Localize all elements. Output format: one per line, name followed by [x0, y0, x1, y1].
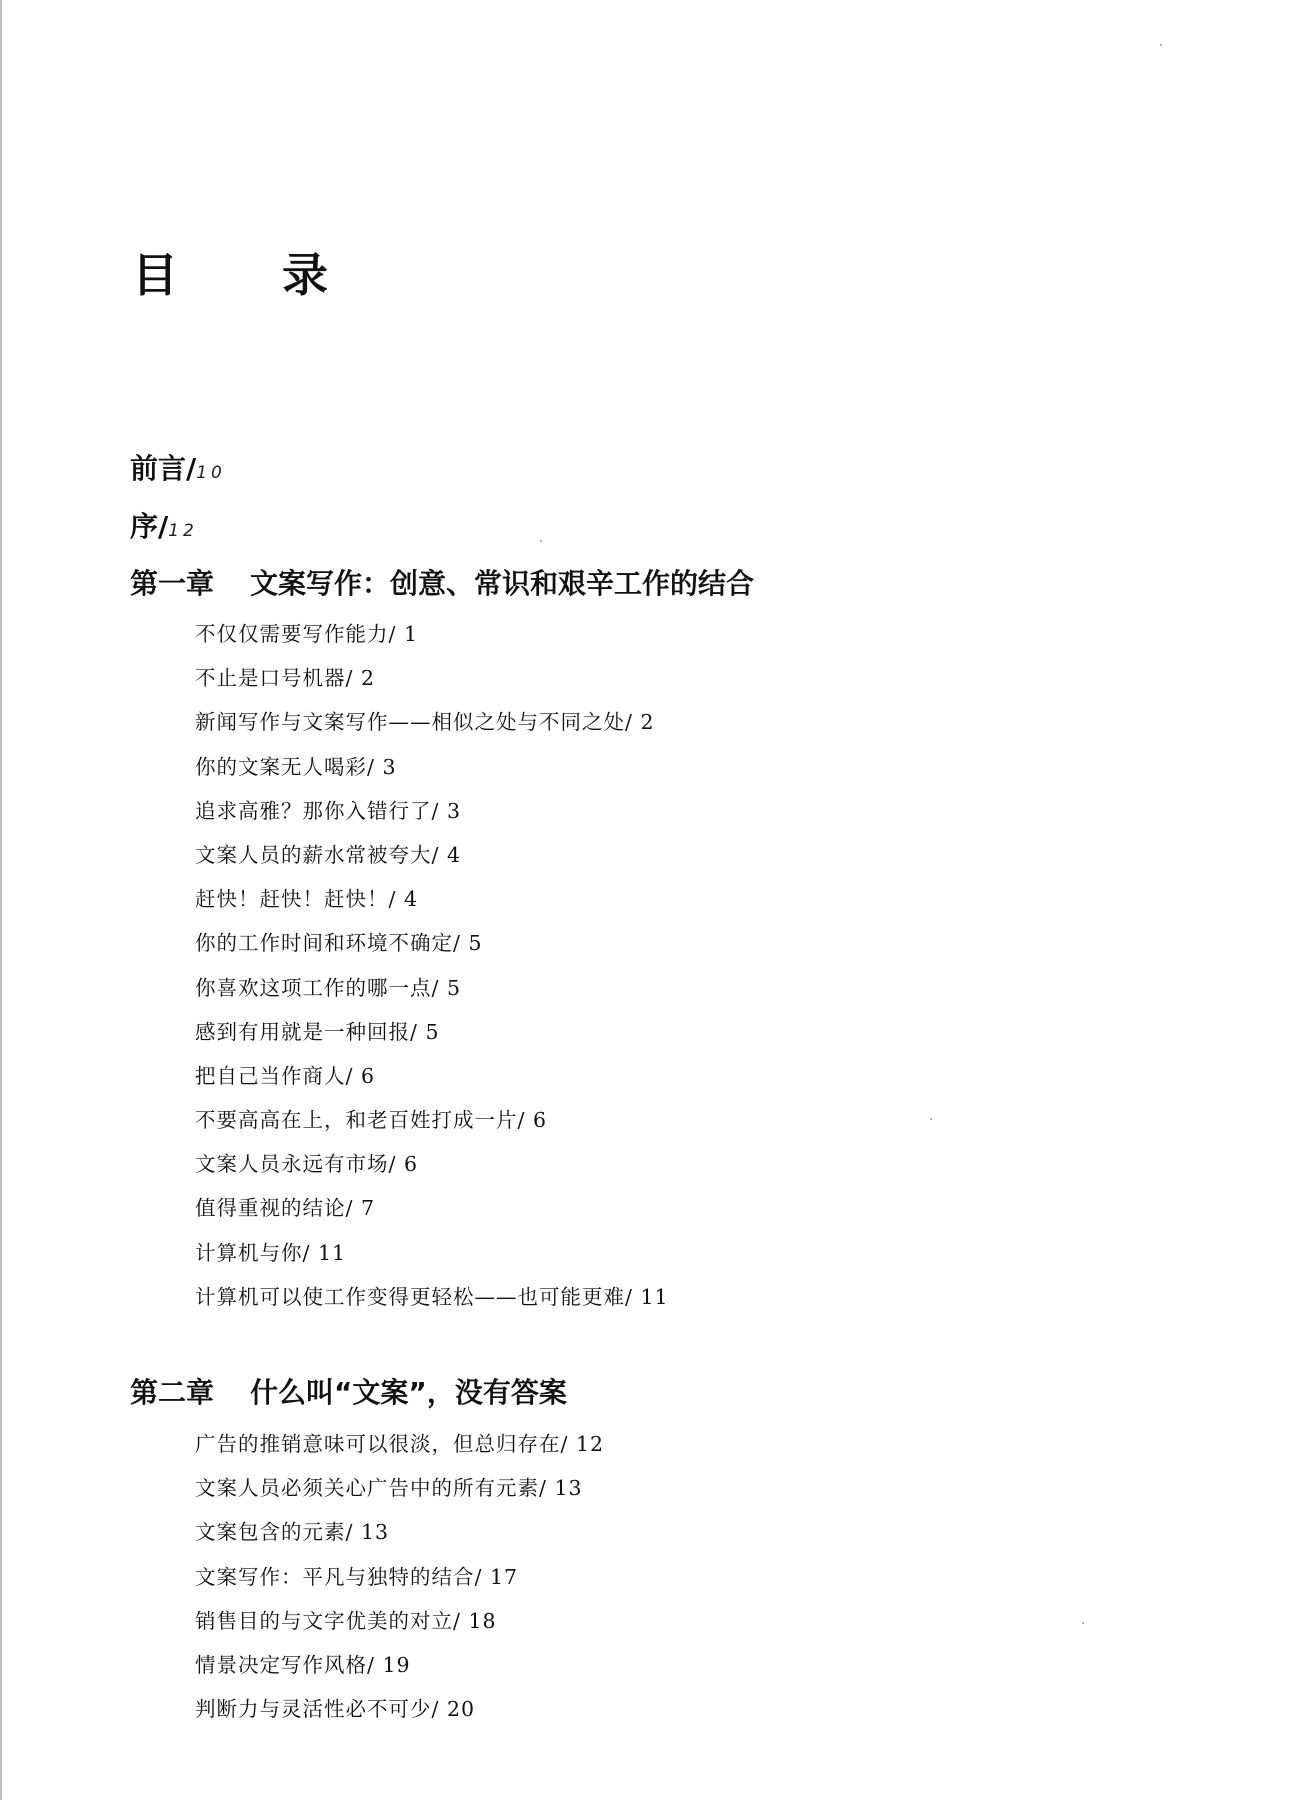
- toc-entry-page: 5: [468, 931, 483, 956]
- toc-entry[interactable]: [195, 884, 669, 928]
- toc-entry-page: 4: [446, 842, 461, 867]
- toc-entry-text: 判断力与灵活性必不可少/: [195, 1697, 440, 1722]
- toc-entry[interactable]: [195, 1061, 669, 1105]
- toc-preface[interactable]: [130, 451, 226, 491]
- toc-entry[interactable]: [195, 840, 669, 884]
- toc-entry-text: 计算机与你/: [195, 1240, 311, 1265]
- toc-entry-page: 1: [403, 622, 418, 646]
- toc-entry-page: 6: [532, 1108, 547, 1133]
- toc-entry[interactable]: [195, 619, 669, 663]
- toc-entry-page: 19: [382, 1652, 411, 1677]
- toc-entry-page: 13: [360, 1520, 390, 1545]
- toc-entry-text: 销售目的与文字优美的对立/: [195, 1608, 461, 1633]
- scan-speck: [1160, 44, 1162, 46]
- toc-entry-page: 4: [403, 887, 418, 912]
- toc-entry[interactable]: [195, 663, 669, 707]
- chapter-2-number: 第二章: [130, 1376, 215, 1409]
- toc-entry-page: 20: [446, 1697, 476, 1722]
- toc-entry-text: 文案包含的元素/: [195, 1520, 354, 1545]
- page-edge-line: [0, 0, 2, 1800]
- toc-entry-text: 你喜欢这项工作的哪一点/: [195, 975, 440, 1000]
- toc-entry-page: 3: [382, 754, 397, 779]
- toc-entry-page: 11: [640, 1284, 669, 1309]
- toc-entry[interactable]: [195, 1193, 669, 1237]
- chapter-1-heading[interactable]: [130, 566, 754, 602]
- toc-entry-text: 文案人员必须关心广告中的所有元素/: [195, 1476, 547, 1501]
- chapter-2-entries: [195, 1429, 604, 1738]
- chapter-1-entries: [195, 619, 669, 1326]
- toc-foreword[interactable]: [130, 509, 198, 549]
- toc-entry-page: 17: [489, 1564, 519, 1589]
- toc-entry-text: 广告的推销意味可以很淡，但总归存在/: [195, 1432, 569, 1456]
- toc-entry-page: 6: [360, 1063, 375, 1088]
- toc-entry-text: 不要高高在上，和老百姓打成一片/: [195, 1108, 526, 1133]
- toc-entry-page: 7: [360, 1196, 375, 1221]
- toc-entry-page: 5: [425, 1019, 440, 1044]
- toc-entry-text: 新闻写作与文案写作——相似之处与不同之处/: [195, 710, 633, 735]
- chapter-2-title: 什么叫“文案”，没有答案: [250, 1376, 567, 1409]
- toc-entry[interactable]: [195, 928, 669, 972]
- toc-entry[interactable]: [195, 1517, 604, 1561]
- toc-entry[interactable]: [195, 1562, 604, 1606]
- toc-entry-text: 追求高雅？那你入错行了/: [195, 798, 440, 823]
- toc-foreword-label: 序/: [130, 510, 169, 543]
- toc-entry-page: 12: [575, 1432, 605, 1456]
- toc-entry-page: 18: [468, 1608, 497, 1633]
- toc-entry-page: 3: [446, 798, 461, 823]
- toc-entry[interactable]: [195, 1694, 604, 1738]
- toc-entry-text: 值得重视的结论/: [195, 1196, 354, 1221]
- chapter-2-heading[interactable]: [130, 1375, 567, 1411]
- toc-entry[interactable]: [195, 1238, 669, 1282]
- page-title: 目 录: [132, 248, 373, 302]
- toc-entry[interactable]: [195, 973, 669, 1017]
- scan-speck: [930, 1118, 932, 1120]
- scan-speck: [540, 540, 542, 542]
- toc-entry-text: 你的工作时间和环境不确定/: [195, 931, 461, 956]
- toc-entry-text: 赶快！赶快！赶快！/: [195, 887, 397, 912]
- scan-speck: [1082, 1622, 1084, 1624]
- toc-entry-page: 5: [446, 975, 461, 1000]
- toc-entry-text: 计算机可以使工作变得更轻松——也可能更难/: [195, 1284, 633, 1309]
- toc-entry-text: 文案人员的薪水常被夸大/: [195, 842, 440, 867]
- toc-foreword-page: 12: [168, 521, 198, 541]
- toc-entry[interactable]: [195, 1282, 669, 1326]
- toc-entry-page: 6: [403, 1152, 418, 1177]
- toc-entry-text: 情景决定写作风格/: [195, 1652, 375, 1677]
- toc-entry[interactable]: [195, 707, 669, 751]
- toc-entry[interactable]: [195, 796, 669, 840]
- toc-entry-page: 11: [317, 1240, 347, 1265]
- toc-entry-text: 不仅仅需要写作能力/: [195, 622, 397, 646]
- toc-entry-text: 感到有用就是一种回报/: [195, 1019, 418, 1044]
- toc-entry[interactable]: [195, 1429, 604, 1473]
- toc-preface-page: 10: [196, 463, 226, 483]
- toc-entry-text: 你的文案无人喝彩/: [195, 754, 375, 779]
- toc-entry[interactable]: [195, 1473, 604, 1517]
- toc-entry-page: 2: [360, 666, 375, 691]
- toc-entry[interactable]: [195, 1105, 669, 1149]
- toc-entry[interactable]: [195, 752, 669, 796]
- toc-preface-label: 前言/: [130, 452, 197, 485]
- toc-entry-text: 文案人员永远有市场/: [195, 1152, 397, 1177]
- toc-entry-page: 2: [640, 710, 655, 735]
- toc-entry[interactable]: [195, 1650, 604, 1694]
- chapter-1-title: 文案写作：创意、常识和艰辛工作的结合: [250, 567, 755, 600]
- chapter-1-number: 第一章: [130, 567, 215, 600]
- toc-entry[interactable]: [195, 1606, 604, 1650]
- toc-entry[interactable]: [195, 1149, 669, 1193]
- toc-entry[interactable]: [195, 1017, 669, 1061]
- toc-entry-text: 把自己当作商人/: [195, 1063, 354, 1088]
- toc-entry-page: 13: [554, 1476, 583, 1501]
- toc-entry-text: 文案写作：平凡与独特的结合/: [195, 1564, 483, 1589]
- toc-entry-text: 不止是口号机器/: [195, 666, 354, 691]
